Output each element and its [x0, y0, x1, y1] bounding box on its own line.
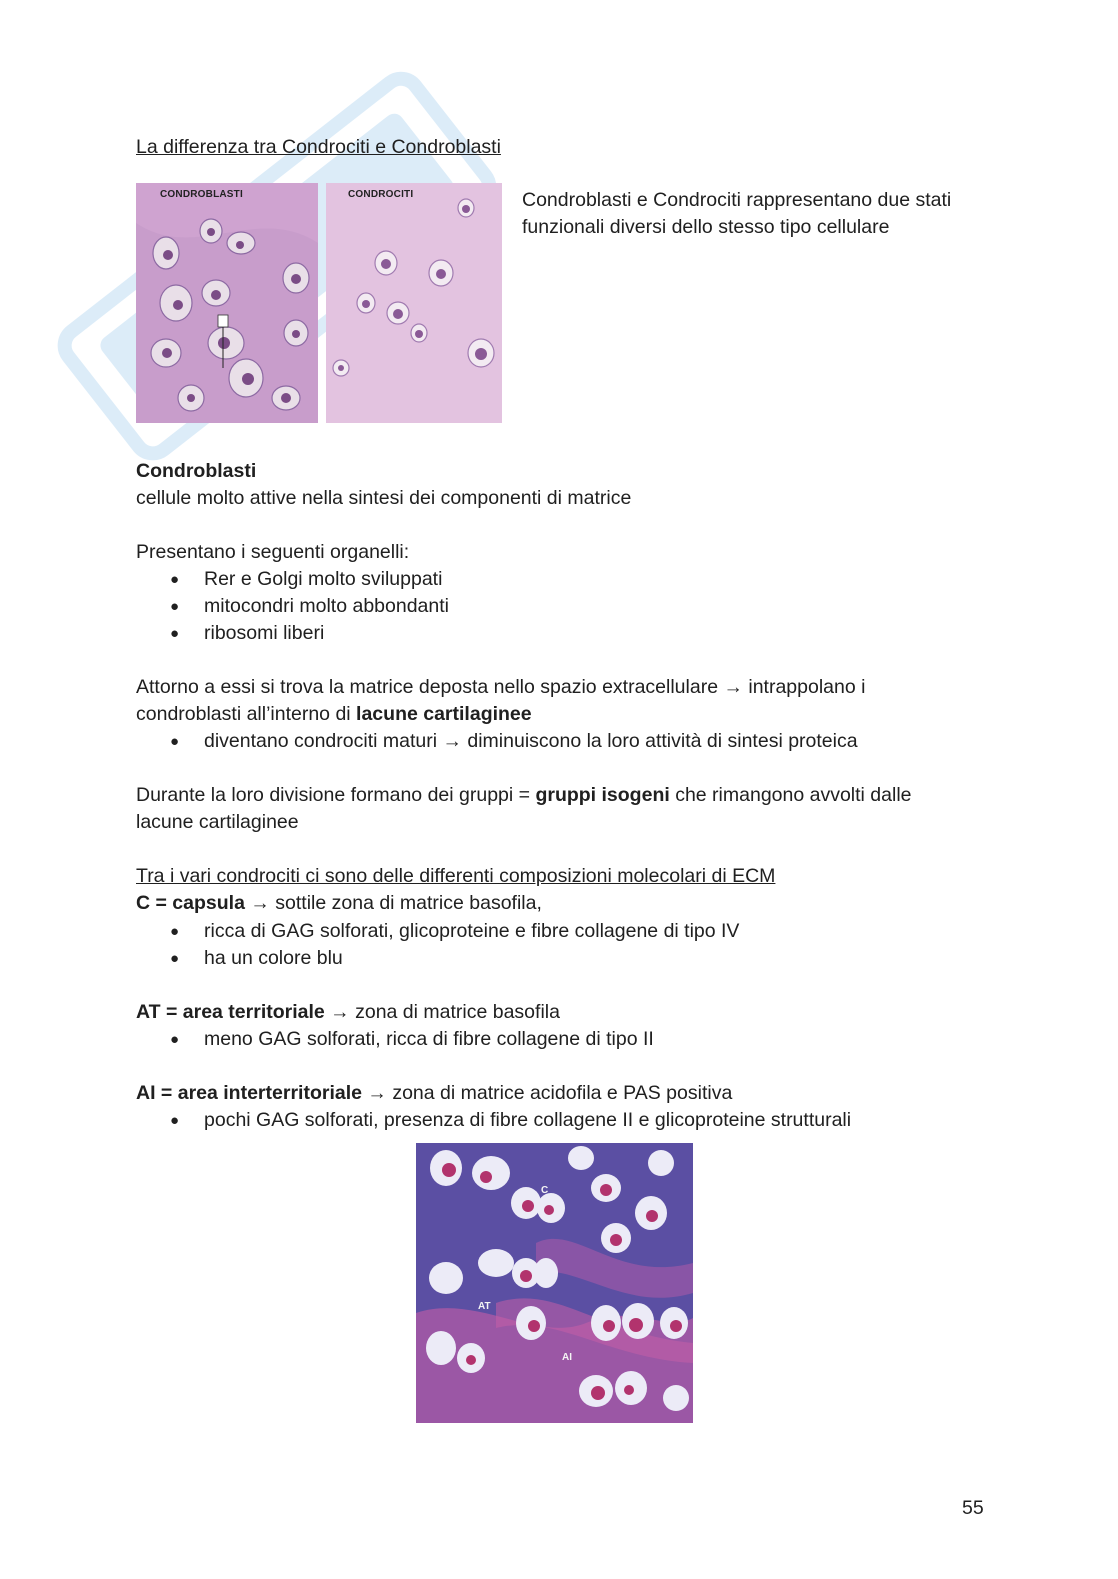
intro-text-line-2: funzionali diversi dello stesso tipo cellulare [522, 216, 890, 238]
ai-definition: → zona di matrice acidofila e PAS positiva [361, 1082, 733, 1104]
cartilage-micrograph-image [416, 1143, 693, 1423]
organelle-item: mitocondri molto abbondanti [204, 595, 449, 617]
micrograph-label-c: C [541, 1185, 549, 1196]
micrograph-label-ai: AI [562, 1352, 572, 1363]
bullet-icon: ● [170, 923, 180, 940]
bullet-icon: ● [170, 950, 180, 967]
division-text-suffix: che rimangono avvolti dalle [669, 784, 912, 806]
capsula-bullet: ricca di GAG solforati, glicoproteine e fibre collagene di tipo IV [204, 920, 740, 942]
bullet-icon: ● [170, 1112, 180, 1129]
organelles-intro: Presentano i seguenti organelli: [136, 541, 410, 563]
ai-line [136, 1080, 732, 1107]
capsula-term: C = capsula [136, 892, 245, 914]
ai-term: AI = area interterritoriale [136, 1082, 362, 1104]
bullet-icon: ● [170, 733, 180, 750]
panel-label-condrociti: CONDROCITI [348, 189, 414, 200]
bullet-icon: ● [170, 598, 180, 615]
section-heading: La differenza tra Condrociti e Condroblasti [136, 136, 501, 158]
organelle-item: ribosomi liberi [204, 622, 325, 644]
ai-bullet: pochi GAG solforati, presenza di fibre collagene II e glicoproteine strutturali [204, 1109, 852, 1131]
panel-label-condroblasti: CONDROBLASTI [160, 189, 243, 200]
gruppi-isogeni-term: gruppi isogeni [535, 784, 670, 806]
division-text-prefix: Durante la loro divisione formano dei gruppi = [136, 784, 536, 806]
at-definition: → zona di matrice basofila [324, 1001, 560, 1023]
at-term: AT = area territoriale [136, 1001, 325, 1023]
division-paragraph-line-2: lacune cartilaginee [136, 811, 299, 833]
histology-panels-image [136, 183, 502, 423]
page-number: 55 [962, 1497, 984, 1519]
capsula-definition: → sottile zona di matrice basofila, [244, 892, 542, 914]
condroblasti-description: cellule molto attive nella sintesi dei componenti di matrice [136, 487, 632, 509]
cartilage-micrograph-figure [416, 1143, 693, 1423]
at-bullet: meno GAG solforati, ricca di fibre collagene di tipo II [204, 1028, 654, 1050]
capsula-line [136, 890, 542, 917]
division-paragraph-line-1 [136, 782, 912, 809]
histology-figure-condroblasti-condrociti [136, 183, 502, 423]
matrix-paragraph-line-2 [136, 701, 532, 728]
condroblasti-title: Condroblasti [136, 460, 257, 482]
lacune-cartilaginee-term: lacune cartilaginee [356, 703, 532, 725]
matrix-paragraph-line-1: Attorno a essi si trova la matrice deposta nello spazio extracellulare → intrappolano i [136, 676, 866, 698]
ecm-heading: Tra i vari condrociti ci sono delle differenti composizioni molecolari di ECM [136, 865, 776, 887]
organelle-item: Rer e Golgi molto sviluppati [204, 568, 443, 590]
capsula-bullet: ha un colore blu [204, 947, 343, 969]
intro-text-line-1: Condroblasti e Condrociti rappresentano due stati [522, 189, 952, 211]
at-line [136, 999, 560, 1026]
bullet-icon: ● [170, 625, 180, 642]
matrix-bullet: diventano condrociti maturi → diminuiscono la loro attività di sintesi proteica [204, 730, 858, 752]
micrograph-label-at: AT [478, 1301, 491, 1312]
bullet-icon: ● [170, 1031, 180, 1048]
bullet-icon: ● [170, 571, 180, 588]
matrix-line-2-text: condroblasti all’interno di [136, 703, 357, 725]
